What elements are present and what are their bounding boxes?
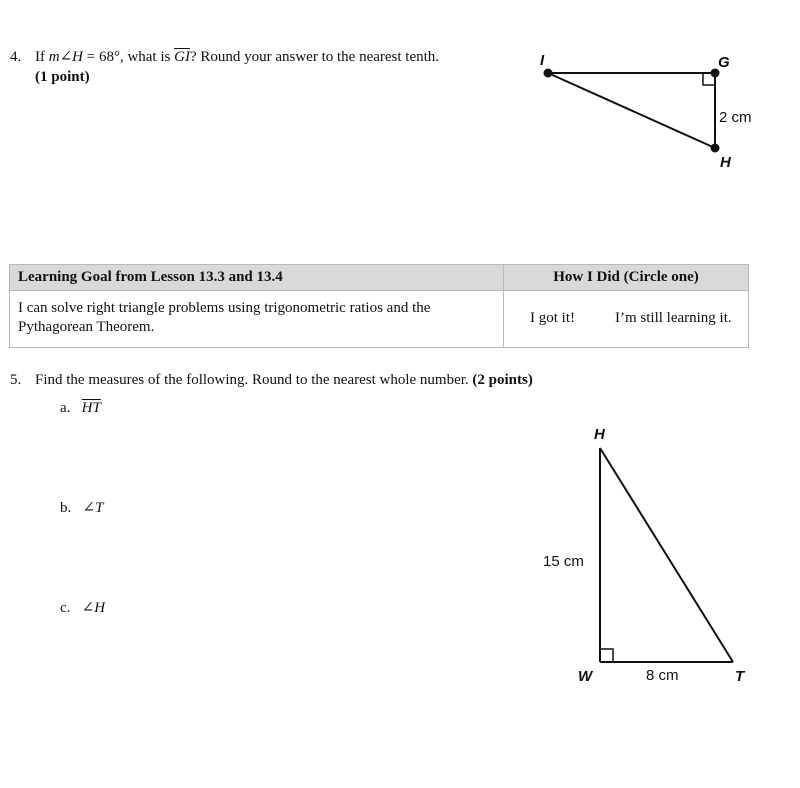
q5-points: (2 points) [472,372,533,388]
label-side-gh: 2 cm [719,109,752,126]
label-side-wt: 8 cm [646,667,679,684]
learning-goal-table [9,264,749,348]
q4-segment: $\overline{GI}$ [174,49,190,65]
label-w-vertex: W [578,668,593,685]
label-side-hw: 15 cm [543,553,584,570]
part-c-letter: c. [60,600,71,616]
part-c [60,598,105,618]
part-b-letter: b. [60,500,72,516]
header-how-i-did: How I Did (Circle one) [553,269,699,285]
goal-text-line-1: I can solve right triangle problems using trigonometric ratios and the [18,300,431,316]
right-angle-mark-w [600,649,613,662]
question-4-prompt [35,47,439,67]
label-t-vertex: T [735,668,745,685]
q4-text-eq: = 68°, what is [82,49,175,65]
segment-ht [600,448,733,662]
question-5-number: 5. [10,372,22,388]
part-c-angle: ∠H [81,600,106,616]
label-i: I [540,52,545,69]
option-still-learning[interactable]: I’m still learning it. [615,310,732,326]
q4-text-rest: ? Round your answer to the nearest tenth. [189,49,440,65]
point-h [711,144,720,153]
label-h-vertex: H [594,426,605,443]
label-h: H [720,154,731,171]
point-i [544,69,553,78]
q5-text: Find the measures of the following. Round to the nearest whole number. [35,372,469,388]
part-b-angle: ∠T [82,500,104,516]
triangle-hwt-figure [530,420,770,695]
part-a-segment: $\overline{HT}$ [81,400,101,416]
question-5-prompt [35,370,533,390]
segment-ih [548,73,715,148]
goal-text-line-2: Pythagorean Theorem. [18,319,155,335]
header-learning-goal: Learning Goal from Lesson 13.3 and 13.4 [18,269,283,285]
label-g: G [718,54,730,71]
part-a [60,398,101,418]
q4-text-if: If [35,49,49,65]
triangle-igh-figure [520,45,770,180]
option-got-it[interactable]: I got it! [530,310,575,326]
question-4-number: 4. [10,49,22,65]
part-b [60,498,103,518]
q4-angle-expression: m∠H [48,49,83,65]
part-a-letter: a. [60,400,71,416]
question-4-points: (1 point) [35,69,90,85]
